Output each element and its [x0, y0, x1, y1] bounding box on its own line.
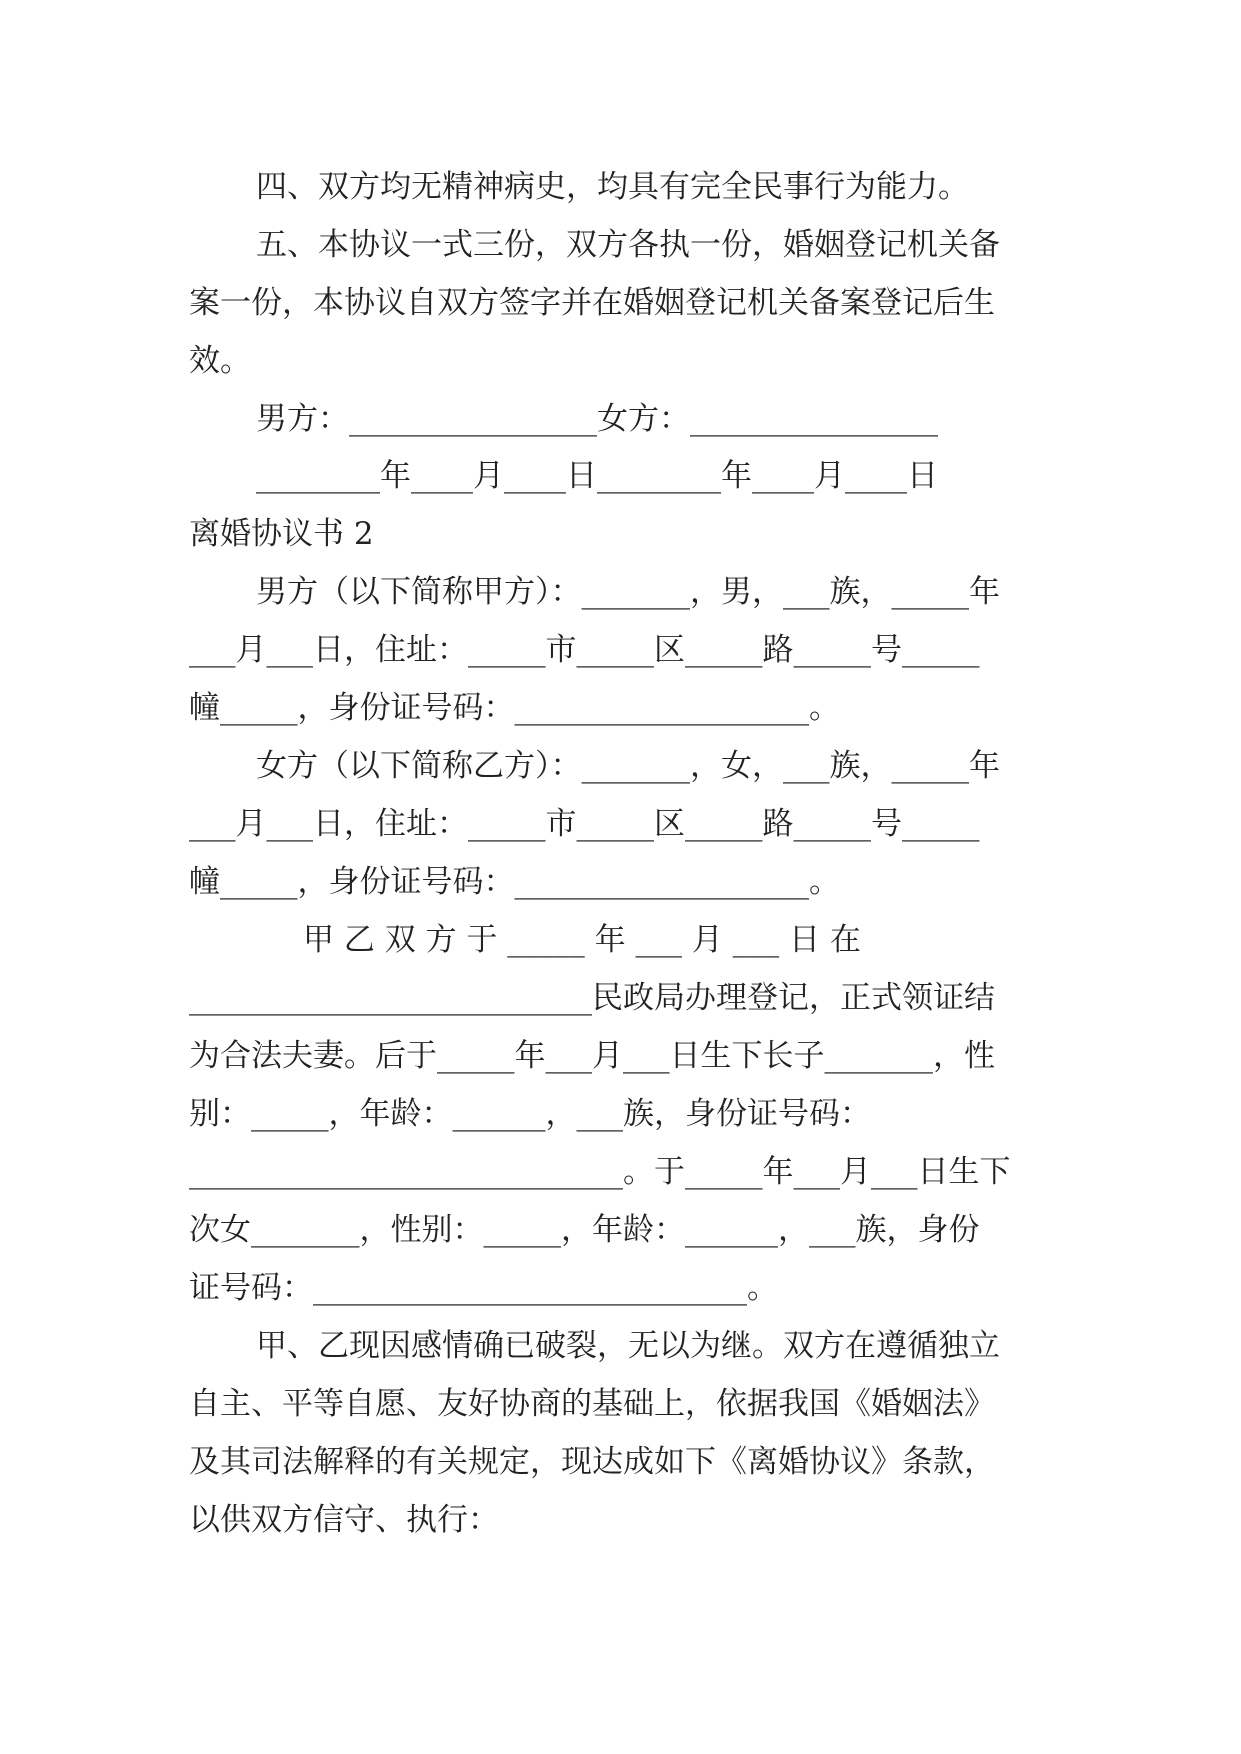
party-a-line-2: ___月___日，住址：_____市_____区_____路_____号_____ — [189, 632, 980, 668]
section-heading: 离婚协议书 2 — [189, 516, 374, 552]
clause-5-text-line-1: 五、本协议一式三份，双方各执一份，婚姻登记机关备 — [256, 227, 1000, 263]
marriage-line-2: __________________________民政局办理登记，正式领证结 — [189, 980, 995, 1016]
party-b-line-3: 幢_____，身份证号码：___________________。 — [189, 864, 840, 900]
marriage-line-3: 为合法夫妻。后于_____年___月___日生下长子_______，性 — [189, 1038, 995, 1074]
child-2-line-1: ____________________________。于_____年___月___日生下 — [189, 1154, 1011, 1190]
clause-5-text-line-3: 效。 — [189, 343, 251, 379]
agreement-intro-line-2: 自主、平等自愿、友好协商的基础上，依据我国《婚姻法》 — [189, 1386, 995, 1422]
child-1-line: 别：_____，年龄：______，___族，身份证号码： — [189, 1096, 871, 1132]
party-a-line-3: 幢_____，身份证号码：___________________。 — [189, 690, 840, 726]
agreement-intro-line-3: 及其司法解释的有关规定，现达成如下《离婚协议》条款， — [189, 1444, 995, 1480]
party-b-line-2: ___月___日，住址：_____市_____区_____路_____号_____ — [189, 806, 980, 842]
clause-4-text: 四、双方均无精神病史，均具有完全民事行为能力。 — [256, 169, 969, 205]
agreement-intro-line-1: 甲、乙现因感情确已破裂，无以为继。双方在遵循独立 — [256, 1328, 1000, 1364]
party-a-line-1: 男方（以下简称甲方）：_______，男，___族，_____年 — [256, 574, 1000, 610]
signature-line: 男方：________________女方：________________ — [256, 401, 938, 437]
marriage-line-1: 甲 乙 双 方 于 _____ 年 ___ 月 ___ 日 在 — [303, 922, 861, 958]
child-2-line-3: 证号码：____________________________。 — [189, 1270, 778, 1306]
agreement-intro-line-4: 以供双方信守、执行： — [189, 1502, 499, 1538]
child-2-line-2: 次女_______，性别：_____，年龄：______，___族，身份 — [189, 1212, 980, 1248]
clause-5-text-line-2: 案一份，本协议自双方签字并在婚姻登记机关备案登记后生 — [189, 285, 995, 321]
signature-date-line: ________年____月____日________年____月____日 — [256, 458, 938, 494]
party-b-line-1: 女方（以下简称乙方）：_______，女，___族，_____年 — [256, 748, 1000, 784]
